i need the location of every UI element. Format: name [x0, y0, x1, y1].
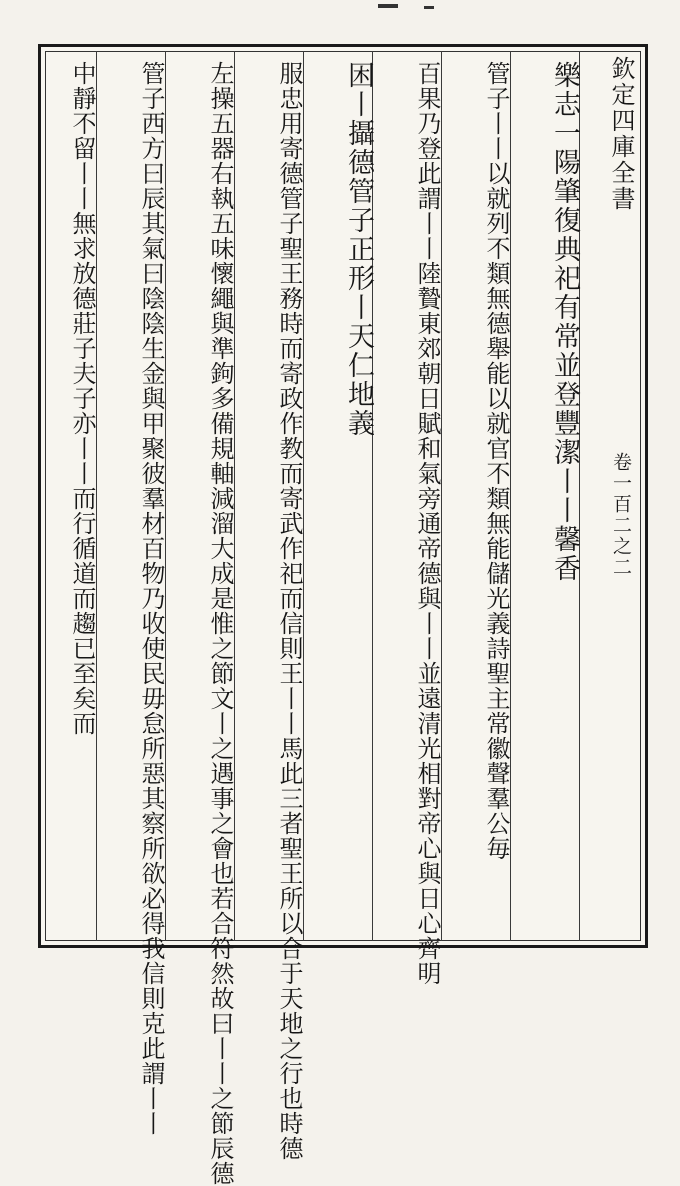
- text-column-8: 中靜不留丨丨無求放德莊子夫子亦丨丨而行循道而趨已至矣而: [68, 61, 96, 736]
- text-column-5: 服忠用寄德管子聖王務時而寄政作教而寄武作祀而信則王丨丨馬此三者聖王所以合于天地之行也時德: [275, 61, 303, 1161]
- text-column-4: 困丨攝德管子正形丨天仁地義: [343, 61, 374, 438]
- page-frame: [38, 44, 648, 1186]
- margin-strip: [597, 44, 643, 942]
- text-column-3: 百果乃登此謂丨丨陸贄東郊朝日賦和氣旁通帝德與丨丨並遠清光相對帝心與日心齊明: [413, 61, 441, 986]
- book-title: 欽定四庫全書: [607, 56, 635, 212]
- text-column-2: 管子丨丨以就列不類無德舉能以就官不類無能儲光義詩聖主常徽聲羣公毎: [482, 61, 510, 861]
- text-column-1: 樂志一陽肇復典祀有常並登豐潔丨丨馨香: [549, 61, 580, 583]
- volume-label: 卷一百二之二: [610, 452, 632, 578]
- text-column-6: 左操五器右執五味懷繩與準鉤多備規軸減溜大成是惟之節文丨之遇事之會也若合符然故曰丨丨之節辰德: [206, 61, 234, 1186]
- text-column-7: 管子西方曰辰其氣曰陰陰生金與甲聚彼羣材百物乃收使民毋怠所惡其察所欲必得我信則克此謂丨丨: [137, 61, 165, 1136]
- scan-mark: [378, 4, 398, 8]
- scan-mark: [424, 6, 434, 9]
